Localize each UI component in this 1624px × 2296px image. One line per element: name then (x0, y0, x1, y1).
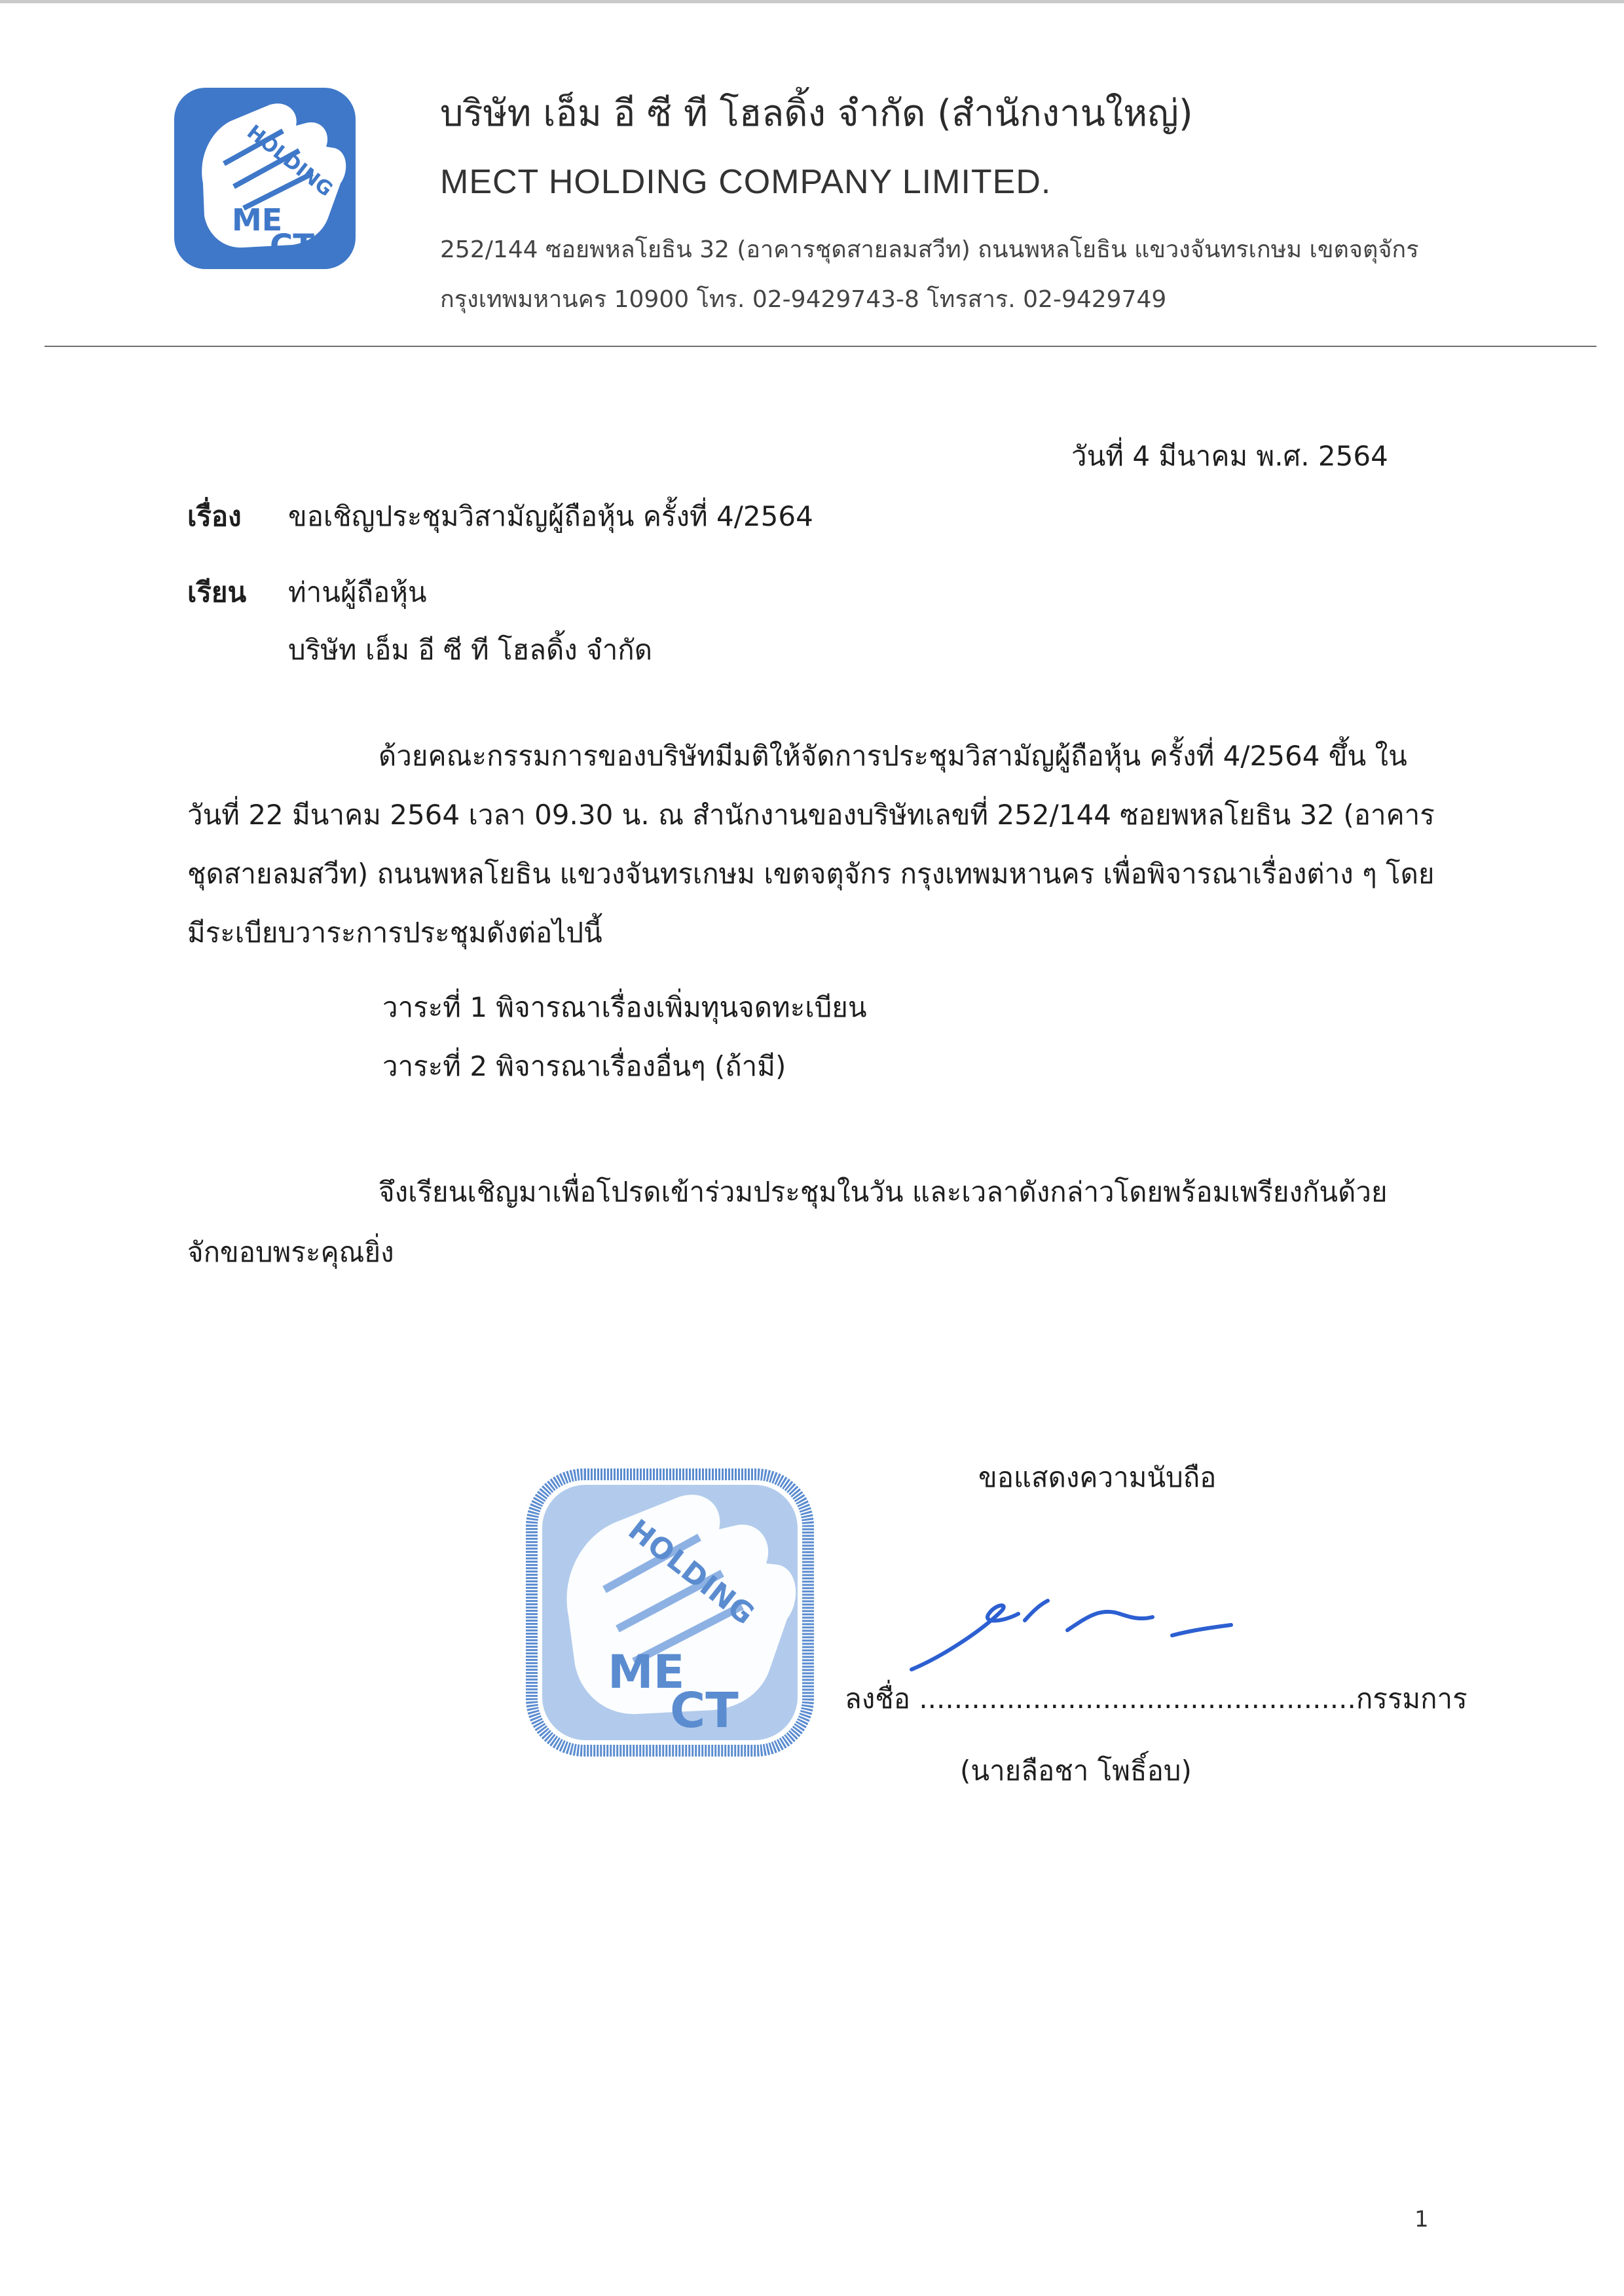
recipient-line-1: ท่านผู้ถือหุ้น (288, 576, 427, 608)
signer-name: (นายลือชา โพธิ์อบ) (960, 1755, 1192, 1787)
closing-line: จึงเรียนเชิญมาเพื่อโปรดเข้าร่วมประชุมในวัน และเวลาดังกล่าวโดยพร้อมเพรียงกันด้วย (378, 1176, 1388, 1208)
subject-label: เรื่อง (187, 500, 242, 532)
svg-text:ME: ME (232, 202, 283, 238)
handwritten-signature (904, 1584, 1244, 1683)
closing-line: จักขอบพระคุณยิ่ง (187, 1236, 394, 1268)
letterhead-divider (45, 346, 1596, 347)
company-address-line-1: 252/144 ซอยพหลโยธิน 32 (อาคารชุดสายลมสวีท) ถนนพหลโยธิน แขวงจันทรเกษม เขตจตุจักร (440, 236, 1419, 263)
svg-text:CT: CT (670, 1683, 739, 1739)
body-line: วันที่ 22 มีนาคม 2564 เวลา 09.30 น. ณ สำนักงานของบริษัทเลขที่ 252/144 ซอยพหลโยธิน 32 (อาคาร (187, 799, 1435, 831)
recipient-label: เรียน (187, 576, 247, 608)
agenda-item: วาระที่ 2 พิจารณาเรื่องอื่นๆ (ถ้ามี) (382, 1050, 786, 1082)
body-line: ด้วยคณะกรรมการของบริษัทมีมติให้จัดการประชุมวิสามัญผู้ถือหุ้น ครั้งที่ 4/2564 ขึ้น ใน (378, 740, 1407, 772)
recipient-line-2: บริษัท เอ็ม อี ซี ที โฮลดิ้ง จำกัด (288, 634, 652, 666)
company-name-english: MECT HOLDING COMPANY LIMITED. (440, 163, 1052, 201)
company-stamp (523, 1465, 817, 1760)
svg-text:HOLDING: HOLDING (621, 1513, 761, 1631)
letter-date: วันที่ 4 มีนาคม พ.ศ. 2564 (1071, 440, 1388, 472)
svg-text:HOLDING: HOLDING (242, 120, 337, 202)
agenda-item: วาระที่ 1 พิจารณาเรื่องเพิ่มทุนจดทะเบียน (382, 991, 867, 1023)
body-line: ชุดสายลมสวีท) ถนนพหลโยธิน แขวงจันทรเกษม เขตจตุจักร กรุงเทพมหานคร เพื่อพิจารณาเรื่องต่าง ๆ โดย (187, 858, 1435, 890)
company-name-thai: บริษัท เอ็ม อี ซี ที โฮลดิ้ง จำกัด (สำนักงานใหญ่) (440, 92, 1193, 135)
regards-text: ขอแสดงความนับถือ (978, 1461, 1217, 1493)
scan-edge (0, 0, 1624, 3)
company-logo (172, 85, 358, 272)
page-number: 1 (1414, 2206, 1429, 2232)
svg-text:ME: ME (608, 1645, 685, 1699)
subject-text: ขอเชิญประชุมวิสามัญผู้ถือหุ้น ครั้งที่ 4/2564 (288, 500, 813, 532)
signature-line: ลงชื่อ ..................................................กรรมการ (845, 1683, 1467, 1715)
company-address-line-2: กรุงเทพมหานคร 10900 โทร. 02-9429743-8 โทรสาร. 02-9429749 (440, 286, 1167, 313)
body-line: มีระเบียบวาระการประชุมดังต่อไปนี้ (187, 917, 602, 949)
svg-text:CT: CT (270, 228, 314, 264)
